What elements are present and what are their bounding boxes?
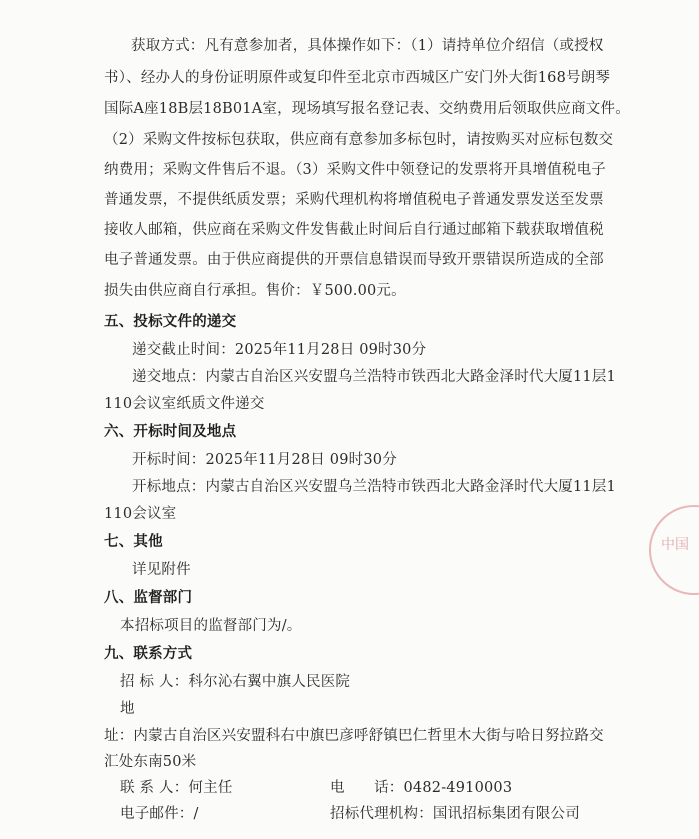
seal-stamp-text: 中国 [661, 537, 689, 553]
submission-place-line-2: 110会议室纸质文件递交 [104, 396, 265, 412]
seal-stamp [649, 505, 699, 595]
section-7-heading: 七、其他 [104, 534, 163, 550]
body-line-6: 普通发票，不提供纸质发票；采购代理机构将增值税电子普通发票发送至发票 [104, 192, 604, 208]
email: 电子邮件：/ [120, 806, 199, 822]
tenderer: 招 标 人：科尔沁右翼中旗人民医院 [120, 674, 351, 690]
section-9-heading: 九、联系方式 [104, 646, 193, 662]
body-line-9: 损失由供应商自行承担。售价：￥500.00元。 [104, 283, 406, 299]
contact-person: 联 系 人：何主任 [120, 780, 233, 796]
body-line-2: 书）、经办人的身份证明原件或复印件至北京市西城区广安门外大街168号朗琴 [104, 70, 611, 86]
body-line-5: 纳费用；采购文件售后不退。（3）采购文件中领登记的发票将开具增值税电子 [104, 162, 606, 178]
phone-label: 电 话： [330, 780, 404, 796]
other-details: 详见附件 [132, 562, 191, 578]
body-line-7: 接收人邮箱，供应商在采购文件发售截止时间后自行通过邮箱下载获取增值税 [104, 222, 604, 238]
submission-deadline: 递交截止时间：2025年11月28日 09时30分 [132, 342, 427, 358]
body-line-4: （2）采购文件按标包获取，供应商有意参加多标包时，请按购买对应标包数交 [104, 132, 614, 148]
body-line-3: 国际A座18B层18B01A室，现场填写报名登记表、交纳费用后领取供应商文件。 [104, 101, 630, 117]
opening-place-line-1: 开标地点：内蒙古自治区兴安盟乌兰浩特市铁西北大路金泽时代大厦11层1 [132, 479, 616, 495]
phone [330, 778, 512, 798]
agency: 招标代理机构：国讯招标集团有限公司 [330, 806, 580, 822]
body-line-8: 电子普通发票。由于供应商提供的开票信息错误而导致开票错误所造成的全部 [104, 252, 604, 268]
section-6-heading: 六、开标时间及地点 [104, 424, 237, 440]
body-line-1: 获取方式：凡有意参加者，具体操作如下：（1）请持单位介绍信（或授权 [131, 38, 604, 54]
address-label: 地 [120, 701, 135, 717]
section-8-heading: 八、监督部门 [104, 590, 193, 606]
address-line-2: 汇处东南50米 [104, 754, 197, 770]
address-line-1: 址：内蒙古自治区兴安盟科右中旗巴彦呼舒镇巴仁哲里木大街与哈日努拉路交 [104, 728, 604, 744]
phone-number: 0482-4910003 [403, 780, 513, 796]
opening-time: 开标时间：2025年11月28日 09时30分 [132, 452, 397, 468]
section-5-heading: 五、投标文件的递交 [104, 314, 237, 330]
supervision-text: 本招标项目的监督部门为/。 [120, 618, 302, 634]
opening-place-line-2: 110会议室 [104, 506, 177, 522]
submission-place-line-1: 递交地点：内蒙古自治区兴安盟乌兰浩特市铁西北大路金泽时代大厦11层1 [132, 369, 616, 385]
